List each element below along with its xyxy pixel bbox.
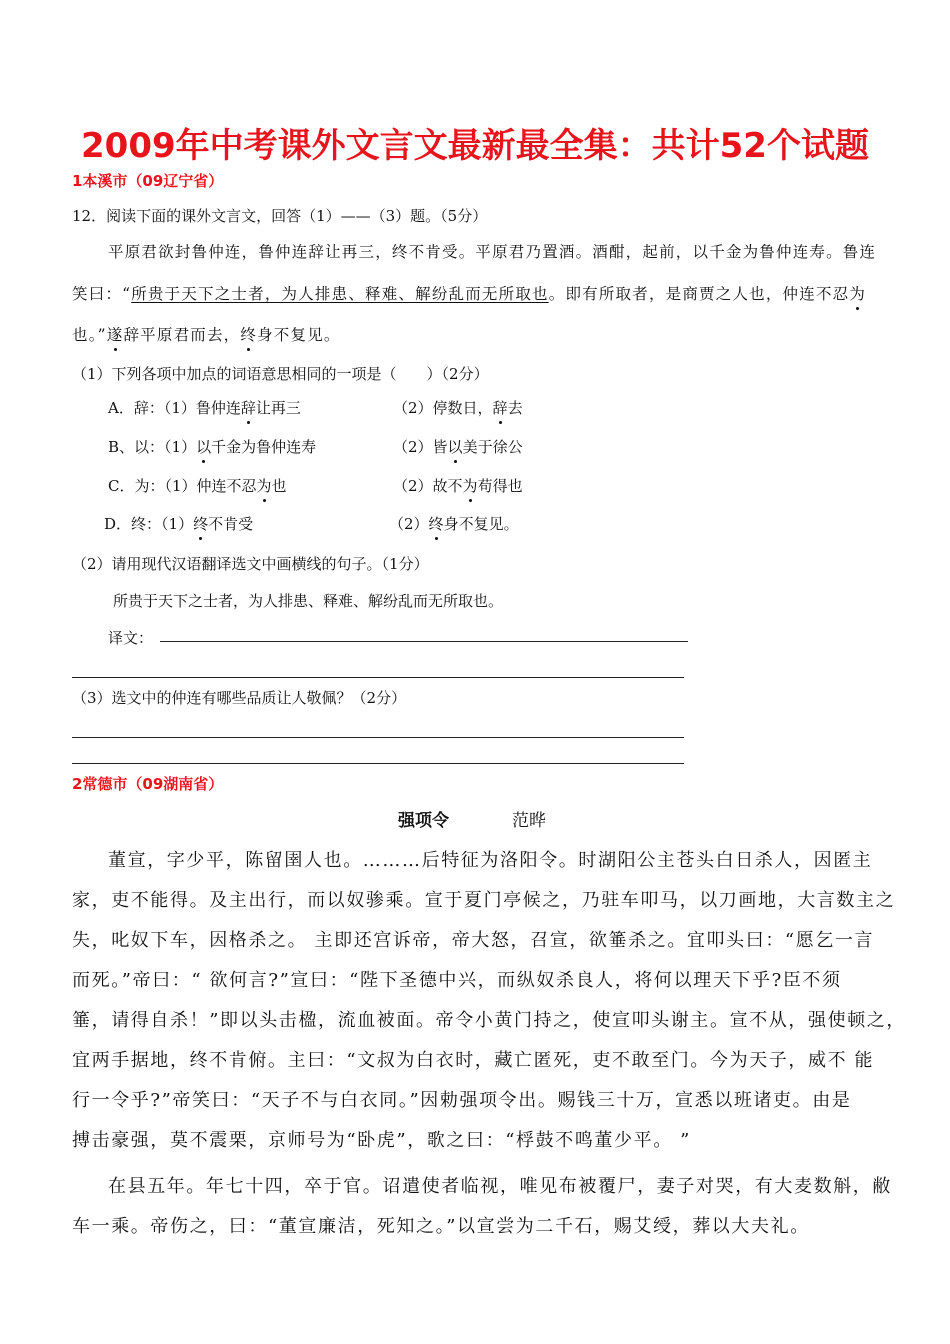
passage2-line-3: 失，叱奴下车，因格杀之。 主即还宫诉帝，帝大怒，召宣，欲箠杀之。宜叩头曰：“愿乞一言 [72,930,875,951]
passage2-line-9: 在县五年。年七十四，卒于官。诏遣使者临视，唯见布被覆尸，妻子对哭，有大麦数斛，敝 [108,1176,892,1197]
translation-sentence: 所贵于天下之士者，为人排患、释难、解纷乱而无所取也。 [113,592,504,610]
underlined-sentence: 所贵于天下之士者，为人排患、释难、解纷乱而无所取也 [131,285,549,303]
option-a-right: （2）停数日，辞去 [393,399,523,417]
option-b-right: （2）皆以美于徐公 [393,438,523,456]
passage-line-2: 笑曰：“所贵于天下之士者，为人排患、释难、解纷乱而无所取也。即有所取者，是商贾之人也，仲连不忍为 [72,282,866,304]
passage-line-3: 也。”遂辞平原君而去，终身不复见。 [72,323,341,345]
passage2-line-10: 车一乘。帝伤之，曰：“董宣廉洁，死知之。”以宣尝为二千石，赐艾绶，葬以大夫礼。 [72,1216,810,1237]
option-c-left: C．为：（1）仲连不忍为也 [108,477,287,495]
answer-line-3[interactable] [72,737,684,738]
option-c-right: （2）故不为苟得也 [393,477,523,495]
passage2-line-5: 箠，请得自杀！”即以头击楹，流血被面。帝令小黄门持之，使宣叩头谢主。宣不从，强使顿之， [72,1010,906,1031]
passage-line-1: 平原君欲封鲁仲连，鲁仲连辞让再三，终不肯受。平原君乃置酒。酒酣，起前，以千金为鲁仲连寿。鲁连 [108,243,877,261]
section-heading-changde: 2常德市（09湖南省） [72,775,224,793]
passage2-line-6: 宜两手据地，终不肯俯。主曰：“文叔为白衣时，藏亡匿死，吏不敢至门。今为天子，威不 能 [72,1050,875,1071]
emphasis-dot-char: 为 [849,282,866,304]
option-d-left: D．终：（1）终不肯受 [104,515,254,533]
passage2-line-8: 搏击豪强，莫不震栗，京师号为“卧虎”，歌之曰：“桴鼓不鸣董少平。 ” [72,1130,691,1151]
answer-line-1[interactable] [160,641,688,642]
option-b-left: B、以：（1）以千金为鲁仲连寿 [108,438,317,456]
passage2-line-1: 董宣，字少平，陈留圉人也。………后特征为洛阳令。时湖阳公主苍头白日杀人，因匿主 [108,850,873,871]
question-2: （2）请用现代汉语翻译选文中画横线的句子。（1分） [72,555,429,573]
passage2-line-7: 行一令乎?”帝笑曰：“天子不与白衣同。”因勅强项令出。赐钱三十万，宣悉以班诸吏。由是 [72,1090,852,1111]
passage-author: 范晔 [512,811,546,831]
question-3: （3）选文中的仲连有哪些品质让人敬佩？（2分） [72,689,407,707]
passage2-line-2: 家，吏不能得。及主出行，而以奴骖乘。宣于夏门亭候之，乃驻车叩马，以刀画地，大言数主之 [72,890,896,911]
passage-title: 强项令 [398,811,449,831]
option-d-right: （2）终身不复见。 [389,515,519,533]
answer-line-2[interactable] [72,677,684,678]
passage2-line-4: 而死。”帝曰：“ 欲何言?”宣曰：“陛下圣德中兴，而纵奴杀良人，将何以理天下乎?臣不须 [72,970,842,991]
section-heading-benxi: 1本溪市（09辽宁省） [72,172,224,190]
question-intro: 12．阅读下面的课外文言文，回答（1）——（3）题。（5分） [72,207,488,225]
document-title: 2009年中考课外文言文最新最全集：共计52个试题 [81,126,869,166]
question-1: （1）下列各项中加点的词语意思相同的一项是（ ）（2分） [72,365,489,383]
answer-line-4[interactable] [72,763,684,764]
option-a-left: A．辞：（1）鲁仲连辞让再三 [108,399,301,417]
translation-label: 译文： [108,629,154,647]
